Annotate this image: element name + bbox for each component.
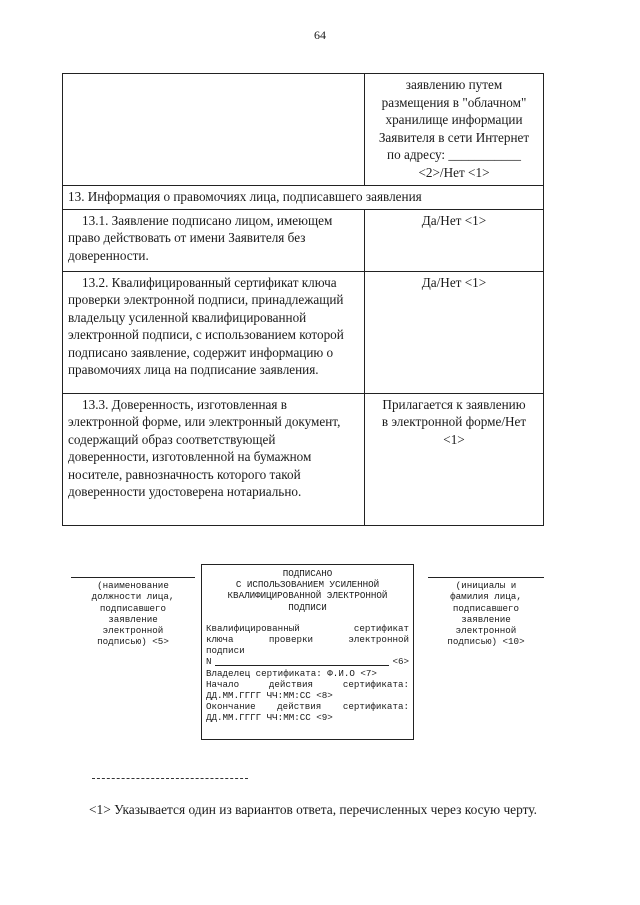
signer-position-block <box>71 577 195 648</box>
stamp-subtitle: С ИСПОЛЬЗОВАНИЕМ УСИЛЕННОЙ КВАЛИФИЦИРОВАННОЙ ЭЛЕКТРОННОЙ ПОДПИСИ <box>227 579 388 613</box>
signer-position-caption: (наименование должности лица, подписавшего заявление электронной подписью) <5> <box>91 580 175 648</box>
signer-name-caption: (инициалы и фамилия лица, подписавшего заявление электронной подписью) <10> <box>447 580 525 648</box>
answer-13-2: Да/Нет <1> <box>365 271 544 393</box>
certificate-line <box>206 623 409 634</box>
number-blank <box>215 665 390 666</box>
signature-line <box>71 577 195 578</box>
signer-name-block <box>428 577 544 648</box>
validity-start-value: ДД.ММ.ГГГГ ЧЧ:ММ:СС <8> <box>206 690 333 702</box>
certificate-owner: Владелец сертификата: Ф.И.О <7> <box>206 667 377 679</box>
application-table <box>62 73 544 526</box>
validity-start-line <box>206 679 409 690</box>
stamp-text: проверки <box>268 634 314 646</box>
stamp-text: действия <box>277 701 322 713</box>
electronic-signature-stamp <box>201 564 414 740</box>
stamp-text: Начало <box>206 678 240 690</box>
stamp-text: электронной <box>348 634 409 646</box>
table-cell-empty <box>63 74 365 186</box>
stamp-text: действия <box>268 678 314 690</box>
stamp-text: сертификата: <box>342 701 409 713</box>
number-ref: <6> <box>392 656 409 668</box>
footnote: <1> Указывается один из вариантов ответа, перечисленных через косую черту. <box>89 802 538 817</box>
table-row <box>63 74 544 186</box>
stamp-text: сертификат <box>353 622 409 634</box>
footnote-separator <box>92 778 248 779</box>
signature-word: подписи <box>206 645 245 657</box>
question-13-2: 13.2. Квалифицированный сертификат ключа проверки электронной подписи, принадлежащий владельцу усиленной квалифицированной электронной подписи, с использованием которой подписано заявление, содержит информацию о правомочиях лица на подписание заявления. <box>63 271 365 393</box>
stamp-title: ПОДПИСАНО <box>282 568 333 579</box>
validity-end-line <box>206 701 409 712</box>
section-heading-row <box>63 186 544 210</box>
stamp-text: сертификата: <box>342 678 409 690</box>
stamp-text: Окончание <box>206 701 256 713</box>
stamp-text: Квалифицированный <box>206 622 300 634</box>
table-row <box>63 209 544 271</box>
certificate-number-line <box>206 656 409 667</box>
key-line <box>206 634 409 645</box>
validity-end-value: ДД.ММ.ГГГГ ЧЧ:ММ:СС <9> <box>206 712 333 724</box>
stamp-text: ключа <box>206 634 234 646</box>
answer-13-1: Да/Нет <1> <box>365 209 544 271</box>
question-13-3: 13.3. Доверенность, изготовленная в электронной форме, или электронный документ, содержащий образ соответствующей доверенности, изготовленной на бумажном носителе, равнозначность которого такой доверенности удостоверена нотариально. <box>63 393 365 525</box>
cloud-storage-answer: заявлению путем размещения в "облачном" хранилище информации Заявителя в сети Интернет по адресу: ___________ <2>/Нет <1> <box>365 74 544 186</box>
table-row <box>63 393 544 525</box>
answer-13-3: Прилагается к заявлению в электронной форме/Нет <1> <box>365 393 544 525</box>
signature-line <box>428 577 544 578</box>
table-row <box>63 271 544 393</box>
page-number: 64 <box>314 28 326 42</box>
section-13-heading: 13. Информация о правомочиях лица, подписавшего заявления <box>63 186 544 210</box>
number-label: N <box>206 656 212 668</box>
question-13-1: 13.1. Заявление подписано лицом, имеющем право действовать от имени Заявителя без доверенности. <box>63 209 365 271</box>
